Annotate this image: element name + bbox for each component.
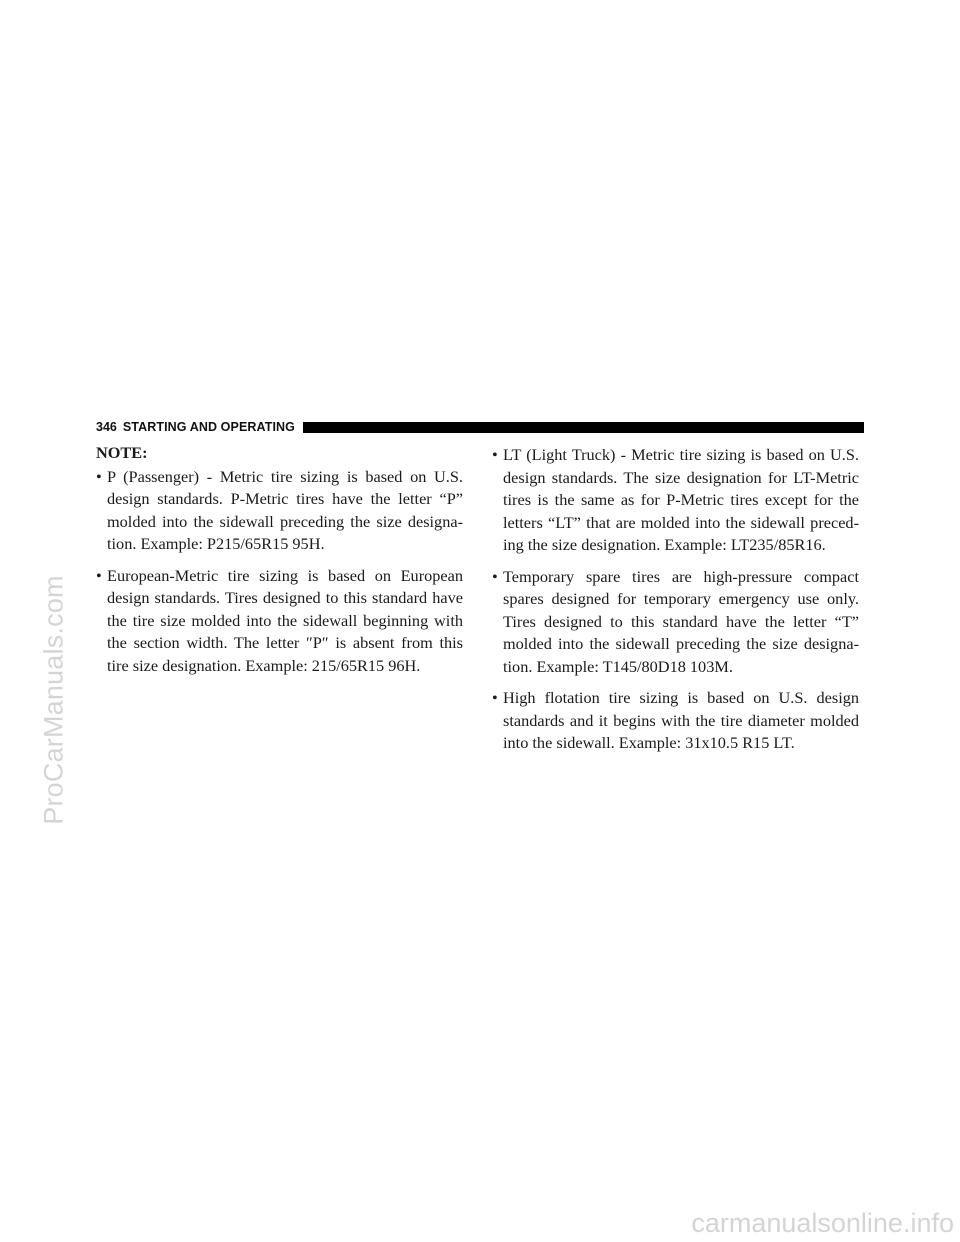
bullet-icon: • bbox=[492, 445, 498, 464]
list-item-text: High flotation tire sizing is based on U.S. design standards and it begins with the tire diameter molded into the sidewall. Example: 31x10.5 R15 LT. bbox=[503, 688, 859, 752]
list-item bbox=[492, 687, 859, 755]
side-watermark: ProCarManuals.com bbox=[38, 575, 69, 825]
bullet-icon: • bbox=[492, 566, 498, 586]
bullet-icon: • bbox=[492, 688, 498, 707]
bullet-icon: • bbox=[96, 466, 102, 486]
section-title: STARTING AND OPERATING bbox=[122, 420, 295, 434]
page-header bbox=[96, 420, 864, 434]
list-item-text: European-Metric tire sizing is based on European design standards. Tires designed to this standard have the tire size molded into the sidewall beginning with the section width. The letter ″P″ is absent from this tire size designation. Example: 215/65R15 96H. bbox=[107, 565, 463, 675]
page-number: 346 bbox=[96, 420, 117, 434]
right-bullet-list bbox=[492, 444, 859, 755]
list-item-text: LT (Light Truck) - Metric tire sizing is based on U.S. design standards. The size designation for LT-Metric tires is the same as for P-Metric tires except for the letters “LT” that are molded into the sidewall preced-ing the size designation. Example: LT235/85R16. bbox=[503, 445, 859, 554]
header-rule bbox=[303, 422, 864, 433]
list-item-text: P (Passenger) - Metric tire sizing is based on U.S. design standards. P-Metric tires have the letter “P” molded into the sidewall preceding the size designa-tion. Example: P215/65R15 95H. bbox=[107, 466, 463, 553]
bottom-watermark: carmanualsonline.info bbox=[691, 1208, 954, 1238]
list-item bbox=[492, 444, 859, 557]
list-item bbox=[96, 565, 463, 678]
list-item bbox=[96, 466, 463, 556]
list-item bbox=[492, 566, 859, 679]
left-column bbox=[96, 442, 463, 686]
note-heading: NOTE: bbox=[96, 443, 148, 462]
list-item-text: Temporary spare tires are high-pressure compact spares designed for temporary emergency use only. Tires designed to this standard have the letter “T” molded into the sidewall preceding the size designa-tion. Example: T145/80D18 103M. bbox=[503, 566, 859, 676]
bullet-icon: • bbox=[96, 565, 102, 585]
right-column bbox=[492, 444, 859, 764]
left-bullet-list bbox=[96, 466, 463, 678]
